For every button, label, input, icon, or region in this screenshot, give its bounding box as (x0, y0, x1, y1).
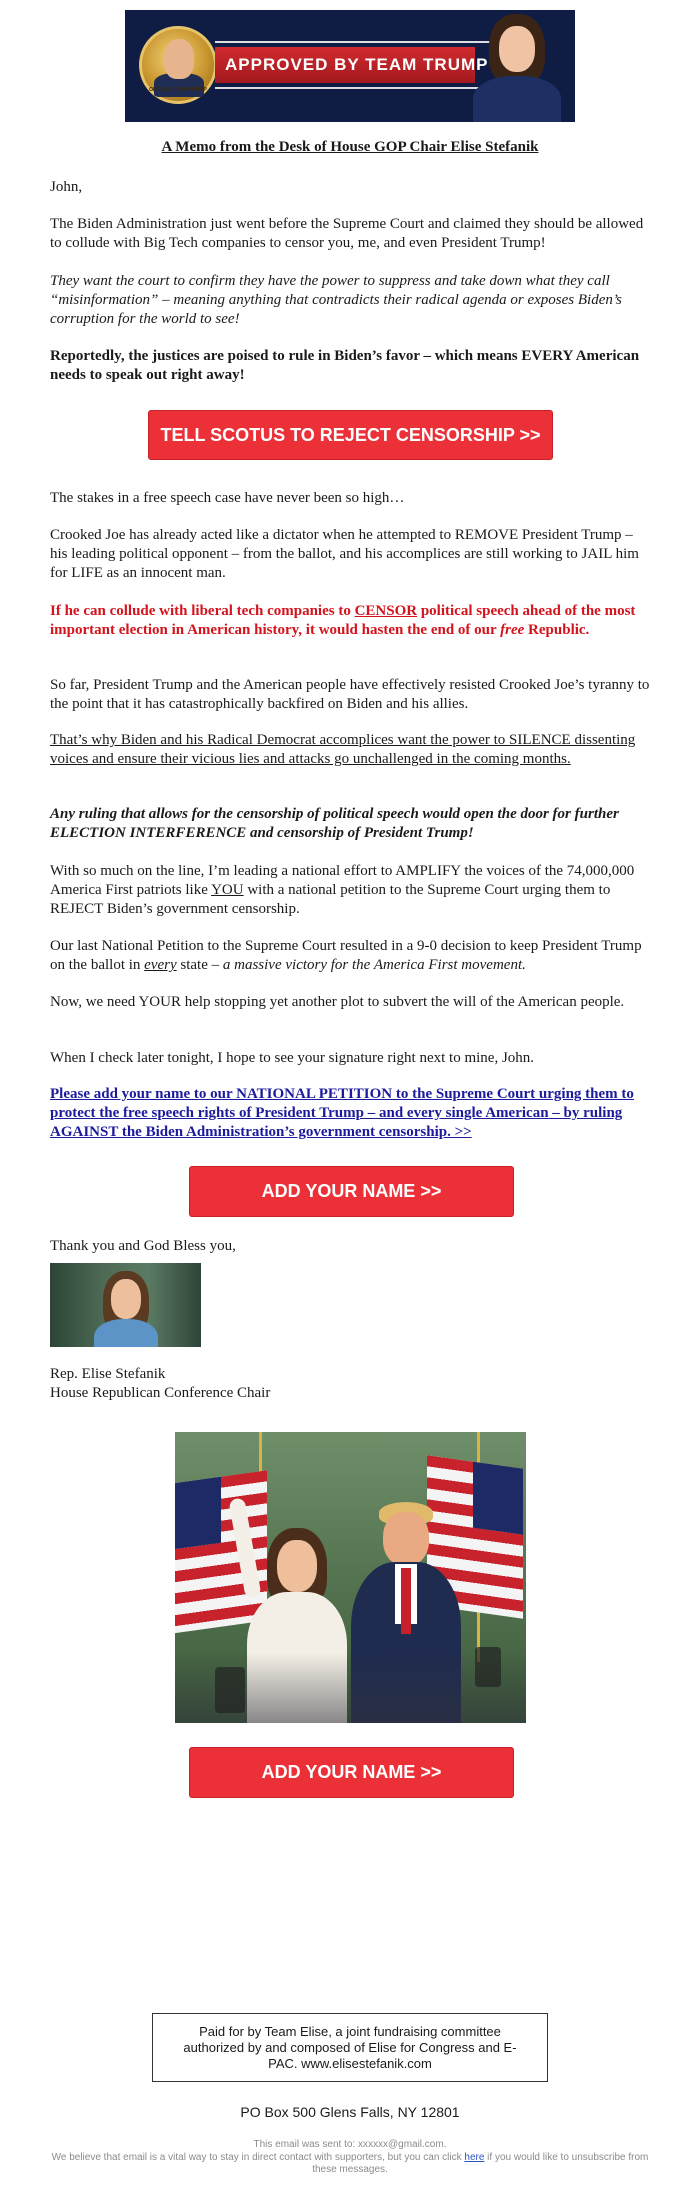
banner-ribbon-text: APPROVED BY TEAM TRUMP (225, 55, 489, 74)
paragraph-6: If he can collude with liberal tech companies to CENSOR political speech ahead of the most important election in American history, it would hasten the end of our free Republic. (50, 603, 636, 638)
header-banner (125, 10, 575, 122)
paragraph-1: The Biden Administration just went before the Supreme Court and claimed they should be allowed to collude with Big Tech companies to censor you, me, and even President Trump! (50, 216, 644, 251)
salutation: John, (50, 179, 83, 195)
phone-camera-icon (215, 1667, 245, 1713)
paragraph-2: They want the court to confirm they have the power to suppress and take down what they call “misinformation” – meaning anything that contradicts their radical agenda or exposes Biden’s corruption for the world to see! (50, 273, 622, 327)
paragraph-7: So far, President Trump and the American people have effectively resisted Crooked Joe’s tyranny to the point that it has catastrophically backfired on Biden and his allies. (50, 677, 650, 712)
closing: Thank you and God Bless you, (50, 1238, 236, 1254)
reject-censorship-button[interactable]: TELL SCOTUS TO REJECT CENSORSHIP >> (148, 410, 553, 460)
paragraph-8: That’s why Biden and his Radical Democrat accomplices want the power to SILENCE dissenting voices and ensure their vicious lies and attacks go unchallenged in the coming months. (50, 732, 636, 767)
paragraph-4: The stakes in a free speech case have never been so high… (50, 490, 405, 506)
mailing-address: PO Box 500 Glens Falls, NY 12801 (240, 2104, 460, 2120)
stefanik-portrait (469, 14, 565, 122)
add-your-name-button[interactable]: ADD YOUR NAME >> (189, 1166, 514, 1217)
signature-title: House Republican Conference Chair (50, 1385, 271, 1401)
seal-text: OFFICIAL TEAM TRUMP (149, 87, 207, 93)
paragraph-12: Now, we need YOUR help stopping yet another plot to subvert the will of the American people. (50, 994, 625, 1010)
petition-link[interactable]: Please add your name to our NATIONAL PETITION to the Supreme Court urging them to protect the free speech rights of President Trump – and every single American – by ruling AGAINST the Biden Administration’s government censorship. >> (50, 1086, 634, 1140)
signature-photo (50, 1263, 201, 1347)
paragraph-10: With so much on the line, I’m leading a national effort to AMPLIFY the voices of the 74,000,000 America First patriots like YOU with a national petition to the Supreme Court urging them to REJECT Biden’s government censorship. (50, 863, 635, 917)
phone-camera-icon (475, 1647, 501, 1687)
unsubscribe-link[interactable]: here (464, 2152, 485, 2163)
paragraph-11: Our last National Petition to the Supreme Court resulted in a 9-0 decision to keep President Trump on the ballot in every state – a massive victory for the America First movement. (50, 938, 642, 973)
add-your-name-button-bottom[interactable]: ADD YOUR NAME >> (189, 1747, 514, 1798)
memo-title: A Memo from the Desk of House GOP Chair Elise Stefanik (161, 139, 539, 155)
unsubscribe-notice: We believe that email is a vital way to stay in direct contact with supporters, but you can click here if you would like to unsubscribe from these messages. (51, 2152, 649, 2175)
paragraph-5: Crooked Joe has already acted like a dictator when he attempted to REMOVE President Trump – his leading political opponent – from the ballot, and his accomplices are still working to JAIL him for LIFE as an innocent man. (50, 527, 639, 581)
signature-name: Rep. Elise Stefanik (50, 1366, 166, 1382)
paragraph-3: Reportedly, the justices are poised to rule in Biden’s favor – which means EVERY American needs to speak out right away! (50, 348, 640, 383)
rally-photo (175, 1432, 526, 1723)
paragraph-9: Any ruling that allows for the censorship of political speech would open the door for further ELECTION INTERFERENCE and censorship of President Trump! (50, 806, 619, 841)
paid-for-disclaimer: Paid for by Team Elise, a joint fundraising committee authorized by and composed of Elise for Congress and E-PAC. www.elisestefanik.com (152, 2013, 548, 2082)
sent-to-notice: This email was sent to: xxxxxx@gmail.com. (253, 2139, 447, 2150)
paragraph-13: When I check later tonight, I hope to see your signature right next to mine, John. (50, 1050, 535, 1066)
team-trump-seal-icon (139, 26, 217, 104)
